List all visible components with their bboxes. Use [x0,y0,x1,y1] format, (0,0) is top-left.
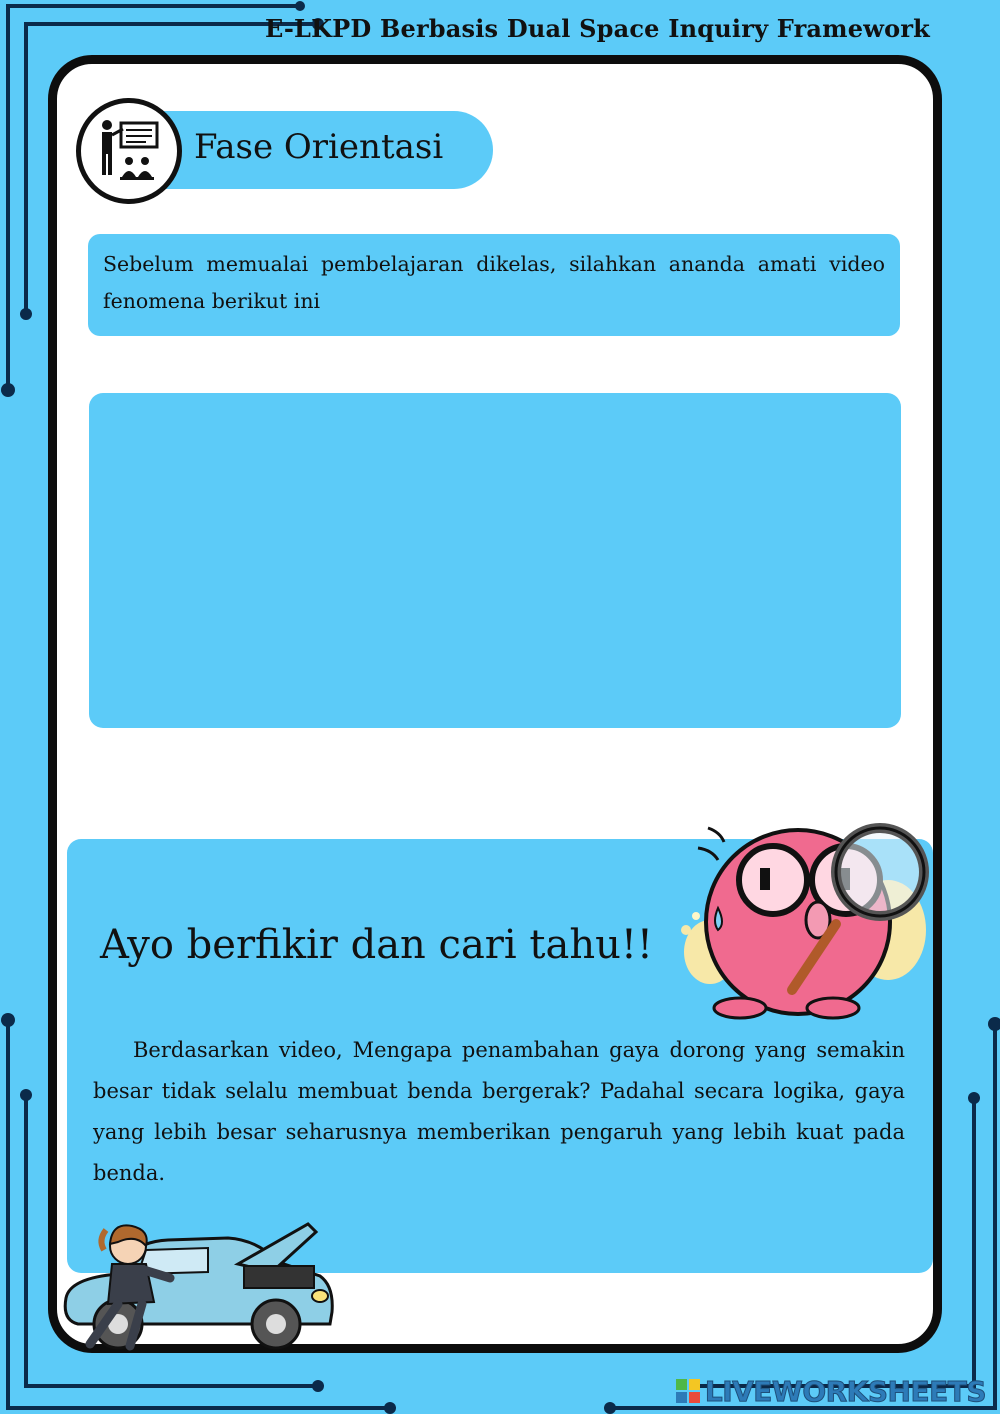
question-text: Berdasarkan video, Mengapa penambahan gaya dorong yang semakin besar tidak selalu membuat benda bergerak? Padahal secara logika, gaya yang lebih besar seharusnya memberikan pengaruh yang lebih kuat pada benda. [93,1038,905,1185]
liveworksheets-footer-logo [675,1374,986,1408]
pink-mascot-magnifier-illustration [668,812,938,1027]
liveworksheets-logo-icon [675,1378,701,1404]
footer-brand-text: LIVEWORKSHEETS [704,1374,986,1408]
video-placeholder[interactable] [89,393,901,728]
question-heading: Ayo berfikir dan cari tahu!! [100,922,654,968]
phase-title: Fase Orientasi [194,127,444,167]
intro-instruction-box [88,234,900,336]
teacher-presentation-icon [76,98,182,204]
girl-pushing-car-illustration [58,1220,338,1358]
intro-text: Sebelum memualai pembelajaran dikelas, silahkan ananda amati video fenomena berikut ini [103,252,885,313]
document-title: E-LKPD Berbasis Dual Space Inquiry Framework [264,14,930,43]
